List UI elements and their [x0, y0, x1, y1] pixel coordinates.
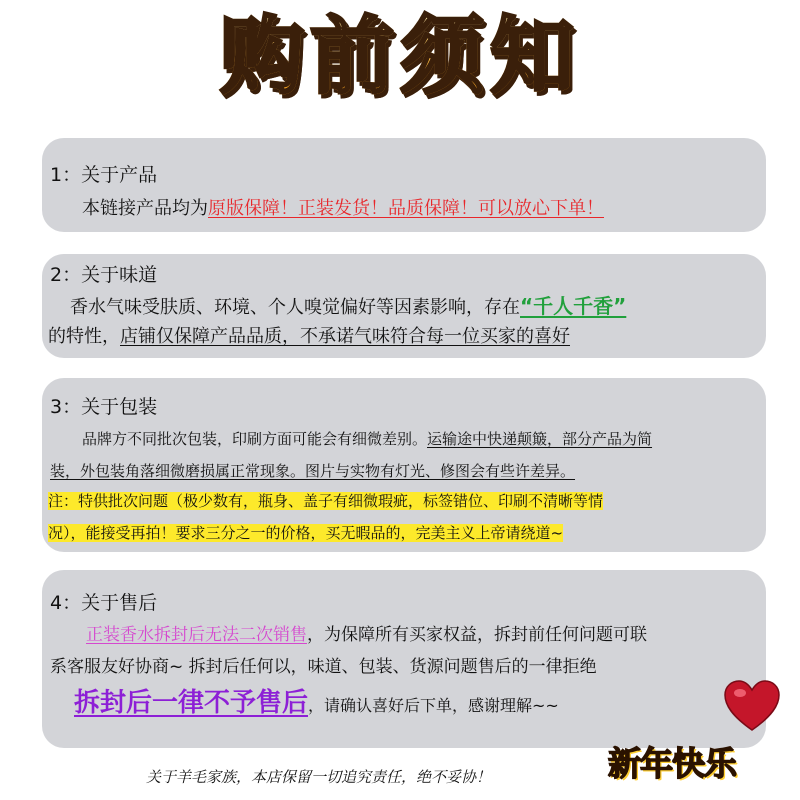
section-heading: 4：关于售后 — [50, 592, 158, 614]
packaging-note-2 — [48, 522, 563, 543]
packaging-note-1 — [48, 490, 603, 511]
scent-quote: “千人千香” — [520, 294, 627, 318]
after-sales-text: ，为保障所有买家权益，拆封前任何问题可联 — [307, 625, 647, 645]
scent-line-1 — [70, 290, 626, 319]
no-return-warning: 拆封后一律不予售后 — [74, 688, 309, 718]
no-resale-notice: 正装香水拆封后无法二次销售 — [86, 625, 307, 645]
section-after-sales — [42, 570, 766, 748]
packaging-text: 品牌方不同批次包装，印刷方面可能会有细微差别。 — [82, 430, 428, 448]
after-sales-text-3: ，请确认喜好后下单，感谢理解~~ — [308, 696, 559, 715]
after-sales-line-3 — [74, 682, 559, 719]
section-packaging — [42, 378, 766, 552]
page-title: 购前须知 — [0, 14, 800, 98]
section-heading: 3：关于包装 — [50, 396, 158, 418]
scent-line-2 — [48, 322, 570, 348]
product-statement — [82, 194, 604, 220]
packaging-shipping: 运输途中快递颠簸，部分产品为简 — [427, 430, 653, 448]
new-year-sticker: 新年快乐 — [608, 744, 736, 783]
packaging-line-2 — [50, 460, 575, 481]
scent-disclaimer: 店铺仅保障产品品质，不承诺气味符合每一位买家的喜好 — [120, 326, 570, 347]
after-sales-line-2: 系客服友好协商~ 拆封后任何以，味道、包装、货源问题售后的一律拒绝 — [50, 657, 597, 677]
note-highlight: 况），能接受再拍！要求三分之一的价格，买无暇品的，完美主义上帝请绕道~ — [48, 524, 564, 542]
note-highlight: 注：特供批次问题（极少数有，瓶身、盖子有细微瑕疵，标签错位、印刷不清晰等情 — [48, 492, 604, 510]
packaging-wear: 装，外包装角落细微磨损属正常现象。图片与实物有灯光、修图会有些许差异。 — [50, 462, 576, 480]
section-heading: 1：关于产品 — [50, 164, 158, 186]
after-sales-line-1 — [86, 620, 647, 645]
scent-text-2: 的特性， — [48, 326, 120, 347]
section-scent — [42, 254, 766, 358]
scent-text: 香水气味受肤质、环境、个人嗅觉偏好等因素影响，存在 — [70, 297, 520, 318]
heart-icon — [722, 678, 782, 734]
footer-warning: 关于羊毛家族，本店保留一切追究责任，绝不妥协！ — [146, 768, 492, 786]
packaging-line-1 — [82, 428, 652, 449]
product-prefix: 本链接产品均为 — [82, 198, 208, 219]
section-heading: 2：关于味道 — [50, 264, 158, 286]
section-product — [42, 138, 766, 232]
quality-guarantee: 原版保障！正装发货！品质保障！可以放心下单！ — [208, 198, 604, 219]
